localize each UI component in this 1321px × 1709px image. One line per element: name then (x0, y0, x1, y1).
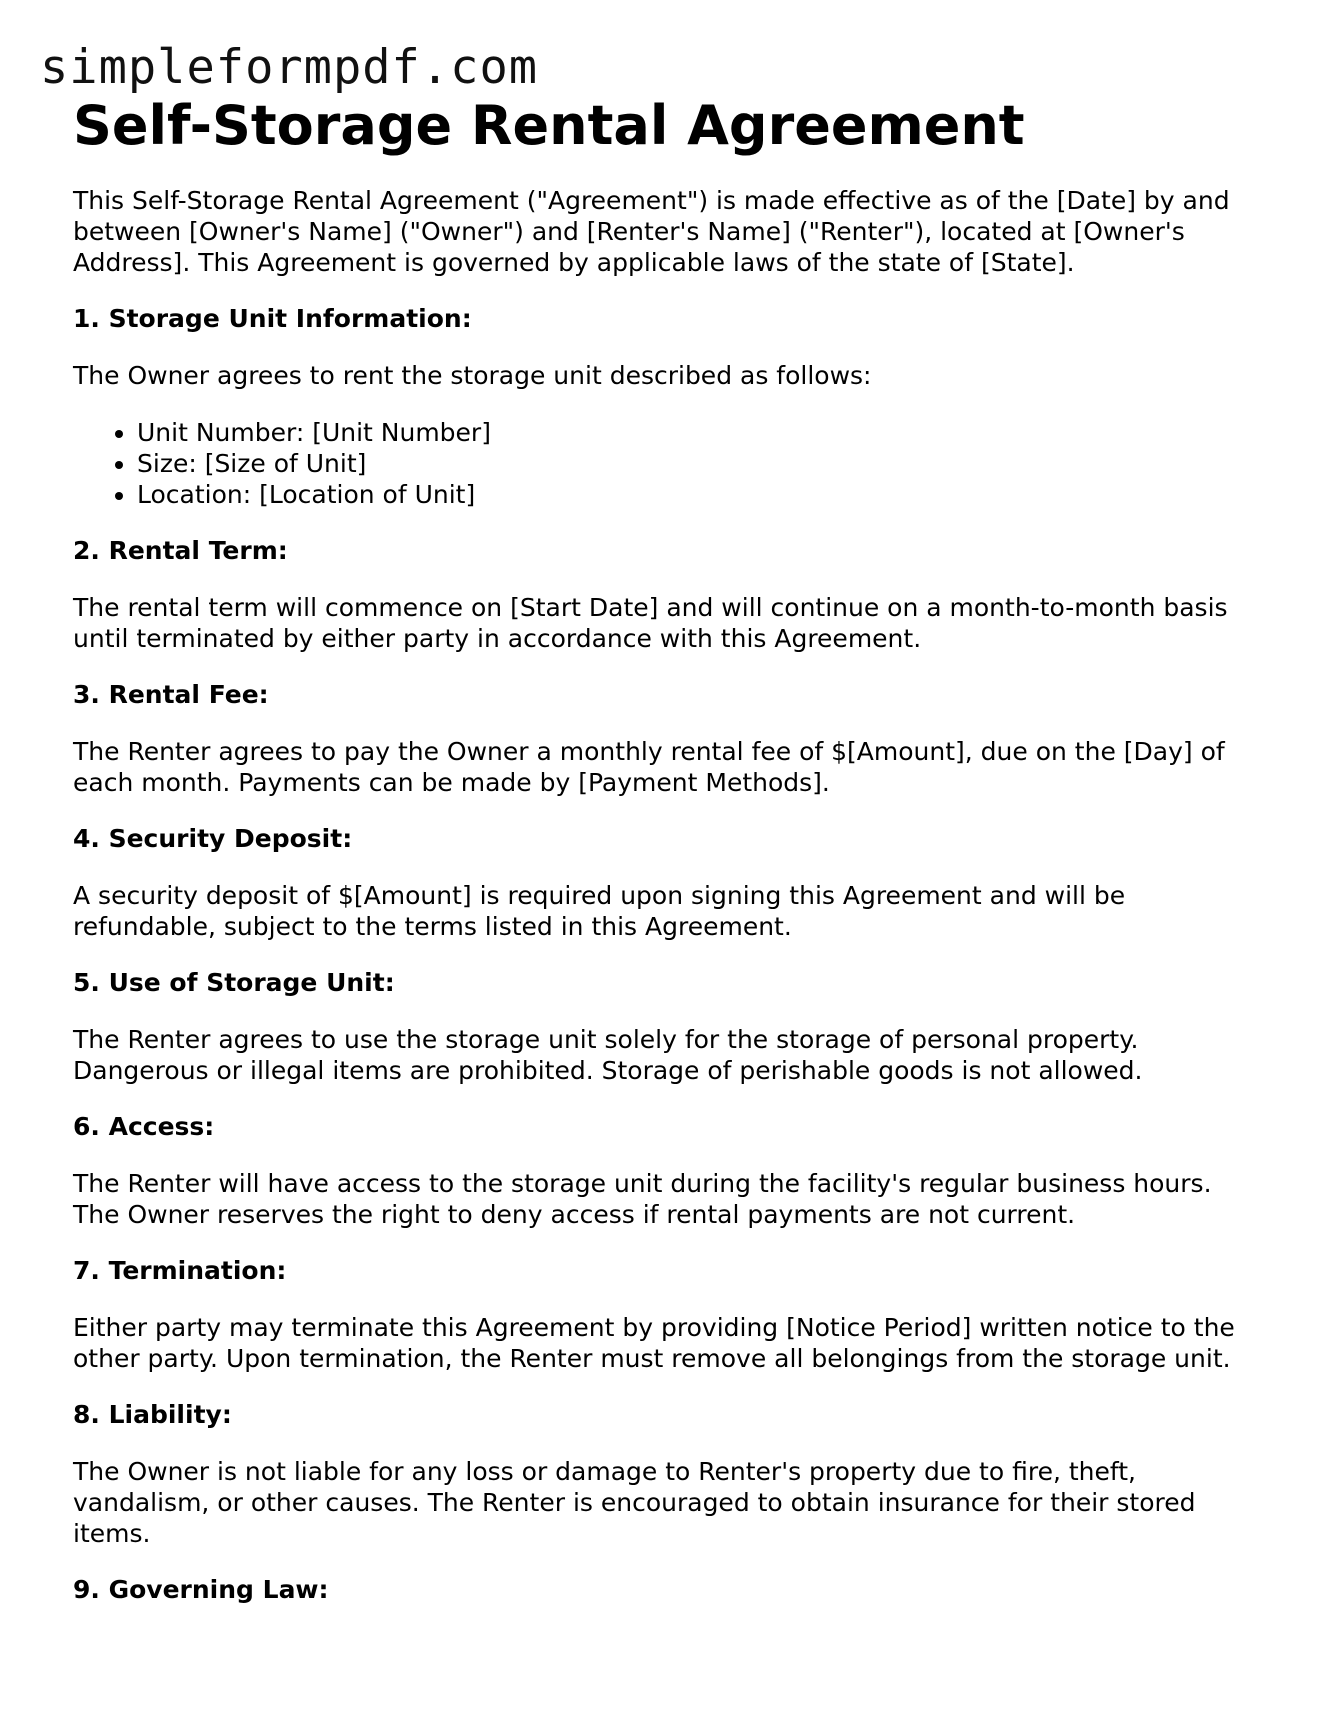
section-text-access: The Renter will have access to the storage unit during the facility's regular business hours. The Owner reserves the right to deny access if rental payments are not current. (73, 1169, 1212, 1229)
document-body (73, 94, 1253, 1605)
list-item-unit-location: • Location: [Location of Unit] (137, 479, 1253, 510)
site-watermark: simpleformpdf.com (40, 40, 539, 95)
section-heading-governing-law: 9. Governing Law: (73, 1575, 329, 1604)
section-heading-access: 6. Access: (73, 1112, 215, 1141)
section-text-use-of-unit: The Renter agrees to use the storage unit solely for the storage of personal property. Dangerous or illegal items are prohibited. Storage of perishable goods is not allowed. (73, 1025, 1143, 1085)
section-heading-security-deposit: 4. Security Deposit: (73, 824, 353, 853)
section-heading-storage-unit: 1. Storage Unit Information: (73, 304, 472, 333)
intro-paragraph: This Self-Storage Rental Agreement ("Agreement") is made effective as of the [Date] by and between [Owner's Name] ("Owner") and [Renter's Name] ("Renter"), located at [Owner's Address]. This Agreement is governed by applicable laws of the state of [State]. (73, 186, 1230, 277)
list-item-unit-size: • Size: [Size of Unit] (137, 448, 1253, 479)
section-text-storage-unit: The Owner agrees to rent the storage unit described as follows: (73, 361, 872, 390)
section-text-rental-term: The rental term will commence on [Start Date] and will continue on a month-to-month basis until terminated by either party in accordance with this Agreement. (73, 593, 1228, 653)
section-heading-rental-term: 2. Rental Term: (73, 536, 288, 565)
document-title: Self-Storage Rental Agreement (73, 94, 1025, 157)
unit-details-list (73, 417, 1253, 510)
section-text-termination: Either party may terminate this Agreement by providing [Notice Period] written notice to the other party. Upon termination, the Renter must remove all belongings from the storage unit. (73, 1313, 1235, 1373)
section-heading-termination: 7. Termination: (73, 1256, 287, 1285)
section-text-liability: The Owner is not liable for any loss or damage to Renter's property due to fire, theft, vandalism, or other causes. The Renter is encouraged to obtain insurance for their stored items. (73, 1457, 1196, 1548)
section-heading-rental-fee: 3. Rental Fee: (73, 680, 269, 709)
list-item-unit-number: • Unit Number: [Unit Number] (137, 417, 1253, 448)
section-heading-liability: 8. Liability: (73, 1400, 232, 1429)
section-text-security-deposit: A security deposit of $[Amount] is required upon signing this Agreement and will be refundable, subject to the terms listed in this Agreement. (73, 881, 1126, 941)
section-heading-use-of-unit: 5. Use of Storage Unit: (73, 968, 395, 997)
section-text-rental-fee: The Renter agrees to pay the Owner a monthly rental fee of $[Amount], due on the [Day] of each month. Payments can be made by [Payment Methods]. (73, 737, 1225, 797)
